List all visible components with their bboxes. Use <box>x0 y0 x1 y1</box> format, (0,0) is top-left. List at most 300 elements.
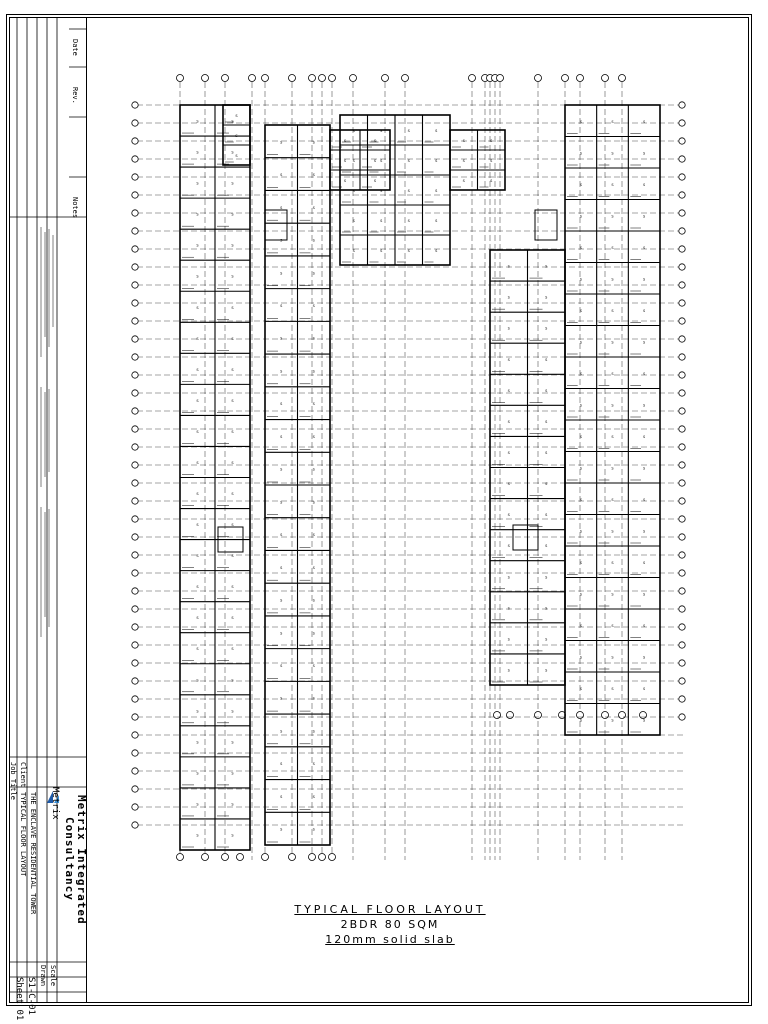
slab-label: S <box>643 182 646 187</box>
slab-label: S <box>235 154 238 158</box>
slab-label: S <box>435 189 438 193</box>
slab-label: S <box>231 150 234 155</box>
slab-label: S <box>231 833 234 838</box>
slab-label: S <box>231 119 234 124</box>
slab-label: S <box>235 134 238 138</box>
grid-bubble <box>132 498 138 504</box>
slab-label: S <box>435 129 438 133</box>
slab-label: S <box>343 139 347 143</box>
slab-label: S <box>643 497 646 502</box>
slab-label: S <box>579 214 582 219</box>
slab-label: S <box>196 678 199 683</box>
slab-label: S <box>643 119 646 124</box>
slab-label: S <box>231 181 234 186</box>
slab-label: S <box>280 533 283 538</box>
grid-bubble <box>494 712 501 719</box>
slab-label: S <box>231 647 234 652</box>
slab-label: S <box>380 189 383 193</box>
grid-bubble <box>679 300 685 306</box>
slab-label: S <box>643 214 646 219</box>
slab-label: S <box>611 308 614 313</box>
slab-label: S <box>643 592 646 597</box>
slab-label: S <box>490 139 493 143</box>
slab-label: S <box>235 114 238 118</box>
slab-label: S <box>280 304 283 308</box>
slab-label: S <box>611 151 614 156</box>
slab-label: S <box>611 119 614 124</box>
grid-bubble <box>132 102 138 108</box>
slab-label: S <box>611 560 614 565</box>
slab-label: S <box>196 647 199 652</box>
slab-label: S <box>231 771 234 776</box>
grid-bubble <box>679 408 685 414</box>
grid-bubble <box>132 246 138 252</box>
slab-label: S <box>545 544 548 549</box>
slab-label: S <box>312 369 315 374</box>
tb-label-notes: Notes <box>71 197 79 219</box>
floor-plan <box>125 70 700 870</box>
slab-label: S <box>643 434 646 439</box>
slab-label: S <box>462 159 465 163</box>
slab-label: S <box>312 336 315 341</box>
grid-bubble <box>132 282 138 288</box>
grid-bubble <box>132 408 138 414</box>
slab-label: S <box>611 529 614 534</box>
grid-bubble <box>132 228 138 234</box>
grid-bubble <box>132 552 138 558</box>
slab-label: S <box>545 357 548 362</box>
grid-bubble <box>132 174 138 180</box>
slab-label: S <box>579 245 582 250</box>
grid-bubble <box>679 102 685 108</box>
grid-bubble <box>132 444 138 450</box>
slab-label: S <box>545 637 548 642</box>
slab-label: S <box>611 182 614 187</box>
grid-bubble <box>497 75 504 82</box>
grid-bubble <box>132 804 138 810</box>
grid-bubble <box>679 156 685 162</box>
grid-bubble <box>535 712 542 719</box>
slab-label: S <box>373 139 377 143</box>
slab-label: S <box>643 529 646 534</box>
slab-label: S <box>579 119 582 124</box>
slab-label: S <box>196 181 199 186</box>
slab-label: S <box>545 482 548 487</box>
slab-label: S <box>643 308 646 313</box>
slab-label: S <box>280 369 283 374</box>
slab-label: S <box>579 466 582 471</box>
grid-bubble <box>679 228 685 234</box>
slab-label: S <box>352 159 355 163</box>
grid-bubble <box>679 192 685 198</box>
slab-label: S <box>579 434 582 439</box>
grid-bubble <box>132 264 138 270</box>
slab-label: S <box>312 664 315 668</box>
grid-bubble <box>132 678 138 684</box>
slab-label: S <box>507 482 510 487</box>
grid-bubble <box>535 75 542 82</box>
lift-right <box>535 210 557 240</box>
grid-bubble <box>132 120 138 126</box>
slab-label: S <box>643 277 646 282</box>
grid-bubble <box>619 712 626 719</box>
slab-label: S <box>196 119 199 124</box>
grid-bubble <box>679 534 685 540</box>
slab-label: S <box>352 129 355 133</box>
stair-right <box>513 525 538 550</box>
slab-label: S <box>196 523 199 528</box>
slab-label: S <box>611 340 614 345</box>
slab-label: S <box>231 492 234 497</box>
grid-bubble <box>679 120 685 126</box>
slab-label: S <box>231 398 234 403</box>
slab-label: S <box>312 140 315 145</box>
slab-label: S <box>407 129 410 133</box>
slab-label: S <box>643 245 646 250</box>
slab-label: S <box>231 212 234 217</box>
slab-label: S <box>312 434 315 439</box>
grid-bubble <box>679 372 685 378</box>
slab-label: S <box>490 159 493 163</box>
slab-label: S <box>312 238 315 243</box>
slab-label: S <box>280 696 283 701</box>
grid-bubble <box>679 696 685 702</box>
slab-label: S <box>507 450 510 455</box>
grid-bubble <box>132 588 138 594</box>
slab-label: S <box>312 500 315 505</box>
slab-label: S <box>231 678 234 683</box>
slab-label: S <box>280 565 283 570</box>
grid-bubble <box>132 714 138 720</box>
slab-label: S <box>231 802 234 807</box>
slab-label: S <box>280 402 283 407</box>
slab-label: S <box>280 664 283 668</box>
grid-bubble <box>132 354 138 360</box>
slab-label: S <box>312 205 315 210</box>
slab-label: S <box>280 271 283 276</box>
slab-label: S <box>280 729 283 734</box>
slab-label: S <box>579 655 582 660</box>
tb-company-name-2: Consultancy <box>63 817 76 901</box>
tb-label-job-title: Job Title <box>9 762 17 800</box>
slab-label: S <box>312 271 315 276</box>
slab-label: S <box>643 718 646 723</box>
slab-label: S <box>231 460 234 465</box>
slab-label: S <box>231 523 234 528</box>
grid-bubble <box>132 786 138 792</box>
grid-bubble <box>222 75 229 82</box>
slab-label: S <box>352 219 355 223</box>
slab-label: S <box>196 243 199 248</box>
grid-bubble <box>679 138 685 144</box>
grid-bubble <box>132 624 138 630</box>
slab-label: S <box>373 179 377 183</box>
slab-label: S <box>545 326 548 331</box>
slab-label: S <box>280 238 283 243</box>
slab-label: S <box>231 305 234 310</box>
drawing-title: TYPICAL FLOOR LAYOUT <box>294 903 486 916</box>
grid-bubble <box>309 854 316 861</box>
slab-label: S <box>231 243 234 248</box>
slab-label: S <box>611 655 614 660</box>
grid-bubble <box>679 174 685 180</box>
slab-label: S <box>196 429 199 434</box>
grid-bubble <box>329 854 336 861</box>
slab-label: S <box>280 631 283 636</box>
slab-label: S <box>611 214 614 219</box>
slab-label: S <box>579 529 582 534</box>
slab-label: S <box>196 740 199 745</box>
slab-label: S <box>611 371 614 376</box>
slab-label: S <box>545 295 548 300</box>
slab-label: S <box>280 467 283 472</box>
tb-label-date: Date <box>71 39 79 56</box>
tb-label-revision: Rev. <box>71 87 79 104</box>
grid-bubble <box>222 854 229 861</box>
slab-label: S <box>611 245 614 250</box>
grid-bubble <box>469 75 476 82</box>
slab-label: S <box>231 709 234 714</box>
slab-label: S <box>196 305 199 310</box>
grid-bubble <box>679 336 685 342</box>
slab-label: S <box>380 249 383 253</box>
grid-bubble <box>679 318 685 324</box>
slab-label: S <box>312 467 315 472</box>
grid-bubble <box>602 75 609 82</box>
slab-label: S <box>507 513 510 518</box>
grid-bubble <box>289 75 296 82</box>
slab-label: S <box>462 139 465 143</box>
grid-bubble <box>679 246 685 252</box>
grid-bubble <box>679 642 685 648</box>
grid-bubble <box>329 75 336 82</box>
slab-label: S <box>280 500 283 505</box>
slab-label: S <box>280 140 283 145</box>
grid-bubble <box>202 75 209 82</box>
grid-bubble <box>679 354 685 360</box>
slab-label: S <box>643 403 646 408</box>
slab-label: S <box>280 173 283 178</box>
slab-label: S <box>611 686 614 691</box>
grid-bubble <box>382 75 389 82</box>
grid-bubble <box>602 712 609 719</box>
grid-bubble <box>132 318 138 324</box>
grid-bubble <box>679 264 685 270</box>
grid-bubble <box>679 588 685 594</box>
grid-bubble <box>249 75 256 82</box>
slab-label: S <box>643 686 646 691</box>
grid-bubble <box>132 750 138 756</box>
grid-bubble <box>679 426 685 432</box>
slab-label: S <box>312 827 315 832</box>
slab-label: S <box>407 219 410 223</box>
tb-logo-text: Metrix <box>50 787 60 820</box>
grid-bubble <box>679 210 685 216</box>
slab-label: S <box>380 129 383 133</box>
slab-label: S <box>579 277 582 282</box>
slab-label: S <box>545 450 548 455</box>
slab-label: S <box>196 833 199 838</box>
slab-label: S <box>196 492 199 497</box>
tb-drawing-title: TYPICAL FLOOR LAYOUT <box>19 792 27 877</box>
grid-bubble <box>679 606 685 612</box>
grid-bubble <box>237 854 244 861</box>
slab-label: S <box>312 533 315 538</box>
grid-bubble <box>679 714 685 720</box>
grid-bubble <box>262 75 269 82</box>
slab-label: S <box>407 249 410 253</box>
grid-bubble <box>619 75 626 82</box>
slab-label: S <box>312 173 315 178</box>
tb-sheet-number: Sheet 01 <box>14 977 24 1021</box>
grid-bubble <box>132 534 138 540</box>
slab-label: S <box>196 367 199 372</box>
grid-bubble <box>132 660 138 666</box>
slab-label: S <box>231 616 234 621</box>
grid-bubble <box>132 156 138 162</box>
slab-label: S <box>196 709 199 714</box>
slab-label: S <box>280 336 283 341</box>
slab-label: S <box>435 219 438 223</box>
grid-bubble <box>132 138 138 144</box>
drawing-caption <box>290 902 490 947</box>
grid-bubble <box>132 192 138 198</box>
slab-label: S <box>312 402 315 407</box>
slab-label: S <box>462 179 465 183</box>
slab-label: S <box>312 598 315 603</box>
grid-bubble <box>350 75 357 82</box>
slab-label: S <box>231 429 234 434</box>
grid-bubble <box>132 462 138 468</box>
slab-label: S <box>507 606 510 611</box>
slab-label: S <box>280 434 283 439</box>
slab-label: S <box>643 151 646 156</box>
grid-bubble <box>577 75 584 82</box>
grid-bubble <box>507 712 514 719</box>
grid-bubble <box>132 732 138 738</box>
grid-bubble <box>679 480 685 486</box>
slab-label: S <box>407 189 410 193</box>
slab-label: S <box>611 466 614 471</box>
lift-left <box>265 210 287 240</box>
tb-label-drawn: Drawn <box>39 965 47 987</box>
slab-label: S <box>280 205 283 210</box>
slab-label: S <box>312 762 315 767</box>
slab-label: S <box>280 794 283 799</box>
slab-label: S <box>611 277 614 282</box>
slab-label: S <box>545 668 548 673</box>
slab-label: S <box>312 304 315 308</box>
grid-bubble <box>177 854 184 861</box>
slab-label: S <box>490 179 493 183</box>
slab-label: S <box>312 794 315 799</box>
slab-label: S <box>312 729 315 734</box>
slab-label: S <box>196 274 199 279</box>
slab-label: S <box>312 631 315 636</box>
slab-label: S <box>507 295 510 300</box>
slab-label: S <box>196 616 199 621</box>
grid-bubble <box>319 854 326 861</box>
grid-bubble <box>679 624 685 630</box>
grid-bubble <box>132 390 138 396</box>
slab-label: S <box>507 544 510 549</box>
slab-label: S <box>231 367 234 372</box>
slab-label: S <box>579 497 582 502</box>
grid-bubble <box>679 462 685 468</box>
slab-label: S <box>507 575 510 580</box>
grid-bubble <box>132 570 138 576</box>
grid-bubble <box>202 854 209 861</box>
slab-label: S <box>579 623 582 628</box>
grid-bubble <box>679 678 685 684</box>
slab-note: 120mm solid slab <box>325 933 455 946</box>
slab-label: S <box>343 159 347 163</box>
slab-label: S <box>507 637 510 642</box>
slab-label: S <box>579 182 582 187</box>
slab-label: S <box>643 340 646 345</box>
grid-bubble <box>132 696 138 702</box>
slab-label: S <box>196 212 199 217</box>
slab-label: S <box>579 340 582 345</box>
slab-label: S <box>545 606 548 611</box>
grid-bubble <box>679 282 685 288</box>
slab-label: S <box>312 565 315 570</box>
grid-bubble <box>132 300 138 306</box>
slab-label: S <box>643 466 646 471</box>
slab-label: S <box>312 696 315 701</box>
grid-bubble <box>132 822 138 828</box>
grid-bubble <box>132 336 138 342</box>
slab-label: S <box>196 398 199 403</box>
slab-label: S <box>643 371 646 376</box>
grid-bubble <box>679 570 685 576</box>
slab-label: S <box>352 189 355 193</box>
slab-label: S <box>196 802 199 807</box>
grid-bubble <box>132 606 138 612</box>
grid-bubble <box>679 552 685 558</box>
slab-label: S <box>545 419 548 424</box>
unit-type: 2BDR 80 SQM <box>340 918 440 931</box>
slab-label: S <box>545 388 548 393</box>
slab-label: S <box>507 419 510 424</box>
tb-company-name: Metrix Integrated <box>75 795 88 925</box>
slab-label: S <box>231 554 234 559</box>
slab-label: S <box>507 326 510 331</box>
slab-label: S <box>435 249 438 253</box>
slab-label: S <box>643 623 646 628</box>
slab-label: S <box>231 274 234 279</box>
grid-bubble <box>132 372 138 378</box>
slab-label: S <box>643 655 646 660</box>
slab-label: S <box>352 249 355 253</box>
slab-label: S <box>611 623 614 628</box>
slab-label: S <box>611 434 614 439</box>
grid-bubble <box>679 660 685 666</box>
slab-label: S <box>507 264 510 269</box>
grid-bubble <box>679 498 685 504</box>
grid-bubble <box>132 768 138 774</box>
grid-bubble <box>262 854 269 861</box>
grid-bubble <box>132 516 138 522</box>
slab-label: S <box>611 592 614 597</box>
slab-label: S <box>196 585 199 590</box>
slab-label: S <box>280 827 283 832</box>
slab-label: S <box>435 159 438 163</box>
grid-bubble <box>319 75 326 82</box>
grid-bubble <box>132 210 138 216</box>
slab-label: S <box>231 740 234 745</box>
slab-label: S <box>507 388 510 393</box>
